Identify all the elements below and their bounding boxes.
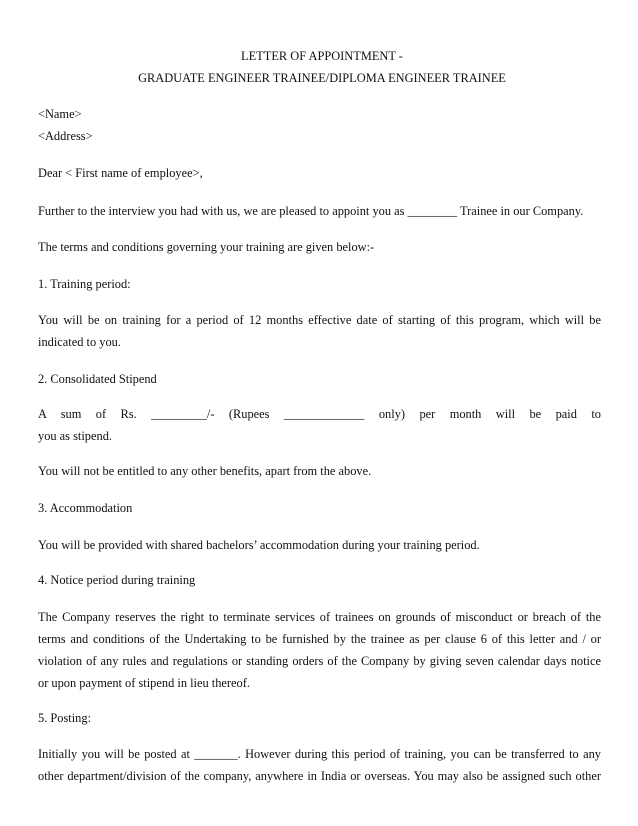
stipend-note: You will not be entitled to any other benefits, apart from the above. — [38, 464, 372, 478]
stipend-line: A sum of Rs. _________/- (Rupees _____________ only) per month will be paid to — [38, 407, 601, 421]
training-period-line: indicated to you. — [38, 335, 121, 349]
notice-line: or upon payment of stipend in lieu thereof. — [38, 676, 250, 690]
section-heading-training-period: 1. Training period: — [38, 277, 131, 291]
notice-line: violation of any rules and regulations or standing orders of the Company by giving seven calendar days notice — [38, 654, 601, 668]
notice-line: terms and conditions of the Undertaking to be furnished by the trainee as per clause 6 of this letter and / or — [38, 632, 601, 646]
letter-subtitle: GRADUATE ENGINEER TRAINEE/DIPLOMA ENGINEER TRAINEE — [138, 71, 506, 85]
posting-line: Initially you will be posted at _______. However during this period of training, you can be transferred to any — [38, 747, 601, 761]
intro-paragraph: Further to the interview you had with us, we are pleased to appoint you as ________ Trainee in our Company. — [38, 204, 584, 218]
posting-line: other department/division of the company, anywhere in India or overseas. You may also be assigned such other — [38, 769, 601, 783]
address-placeholder: <Address> — [38, 129, 93, 143]
section-heading-accommodation: 3. Accommodation — [38, 501, 133, 515]
letter-title: LETTER OF APPOINTMENT - — [241, 49, 403, 63]
section-heading-notice: 4. Notice period during training — [38, 573, 196, 587]
salutation: Dear < First name of employee>, — [38, 166, 203, 180]
accommodation-line: You will be provided with shared bachelors’ accommodation during your training period. — [38, 538, 480, 552]
terms-intro: The terms and conditions governing your training are given below:- — [38, 240, 375, 254]
stipend-line: you as stipend. — [38, 429, 112, 443]
section-heading-stipend: 2. Consolidated Stipend — [38, 372, 157, 386]
name-placeholder: <Name> — [38, 107, 82, 121]
training-period-line: You will be on training for a period of 12 months effective date of starting of this program, which will be — [38, 313, 601, 327]
notice-line: The Company reserves the right to terminate services of trainees on grounds of misconduct or breach of the — [38, 610, 601, 624]
section-heading-posting: 5. Posting: — [38, 711, 92, 725]
